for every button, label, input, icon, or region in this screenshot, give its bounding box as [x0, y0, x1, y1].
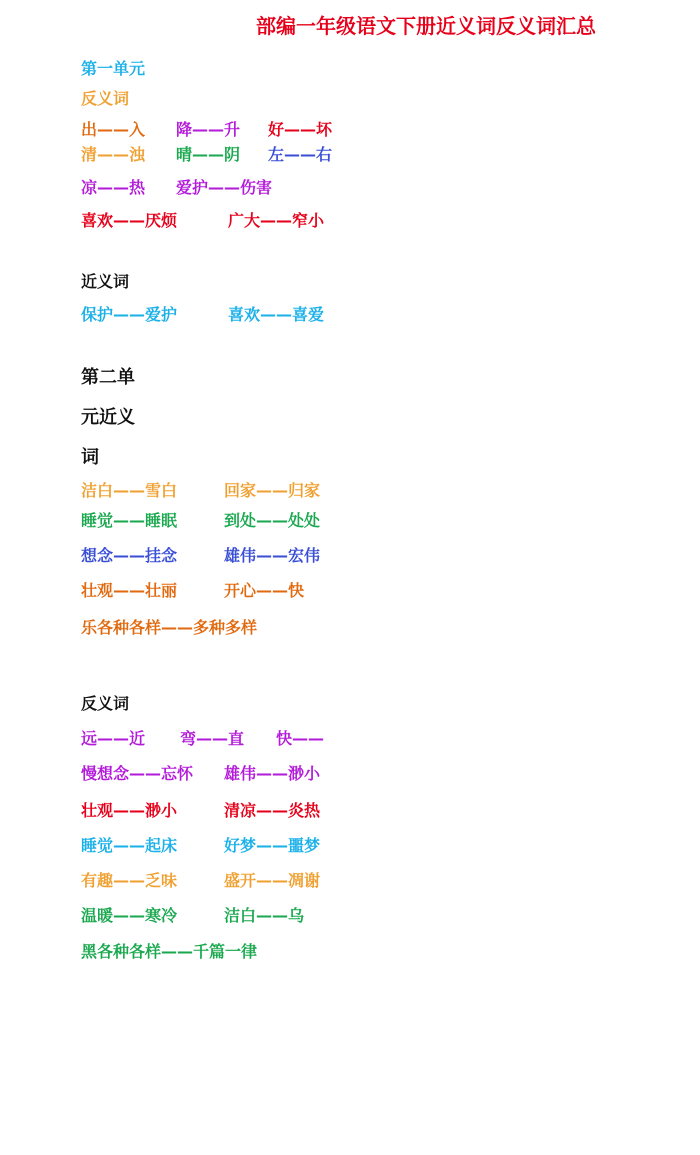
- syn-xiangnian-guanian: 想念——挂念: [81, 546, 178, 565]
- pair-xihuan-yanfan: 喜欢——厌烦: [81, 211, 178, 230]
- ant-wan-zhi: 弯——直: [180, 729, 245, 748]
- unit1-antonym-heading: 反义词: [81, 89, 130, 108]
- ant-xiongwei-miaoxiao: 雄伟——渺小: [224, 764, 321, 783]
- ant-haomeng-emeng: 好梦——噩梦: [224, 836, 321, 855]
- pair-guangda-zhaixiao: 广大——窄小: [228, 211, 325, 230]
- pair-jiang-sheng: 降——升: [176, 120, 241, 139]
- syn-shuijiao-shuimian: 睡觉——睡眠: [81, 511, 178, 530]
- pair-chu-ru: 出——入: [81, 120, 146, 139]
- syn-jiebai-xuebai: 洁白——雪白: [81, 481, 178, 500]
- syn-gezhonggeyang-duozhongduoyang: 乐各种各样——多种多样: [81, 618, 258, 637]
- ant-yuan-jin: 远——近: [81, 729, 146, 748]
- pair-qing-zhuo: 清——浊: [81, 145, 146, 164]
- unit2-antonym-heading: 反义词: [81, 694, 130, 713]
- ant-gezhonggeyang-qianpianyilv: 黑各种各样——千篇一律: [81, 942, 258, 961]
- pair-hao-huai: 好——坏: [268, 120, 333, 139]
- unit2-heading-part2: 元近义: [81, 407, 135, 428]
- syn-kaixin-kuai: 开心——快: [224, 581, 305, 600]
- unit1-heading: 第一单元: [81, 59, 146, 78]
- pair-aihu-shanghai: 爱护——伤害: [176, 178, 273, 197]
- ant-qingliang-yanre: 清凉——炎热: [224, 801, 321, 820]
- unit2-heading-part3: 词: [81, 447, 99, 468]
- ant-zhuangguan-miaoxiao: 壮观——渺小: [81, 801, 178, 820]
- pair-liang-re: 凉——热: [81, 178, 146, 197]
- syn-daochu-chuchu: 到处——处处: [224, 511, 321, 530]
- ant-youqu-fawei: 有趣——乏味: [81, 871, 178, 890]
- ant-jiebai-wu: 洁白——乌: [224, 906, 305, 925]
- syn-zhuangguan-zhuangli: 壮观——壮丽: [81, 581, 178, 600]
- page-title: 部编一年级语文下册近义词反义词汇总: [256, 14, 596, 38]
- ant-man-xiangnian-wanghuai: 慢想念——忘怀: [81, 764, 194, 783]
- pair-zuo-you: 左——右: [268, 145, 333, 164]
- unit1-synonym-heading: 近义词: [81, 272, 130, 291]
- syn-huijia-guijia: 回家——归家: [224, 481, 321, 500]
- syn-xihuan-xiai: 喜欢——喜爱: [228, 305, 325, 324]
- syn-xiongwei-hongwei: 雄伟——宏伟: [224, 546, 321, 565]
- ant-wennuan-hanleng: 温暖——寒冷: [81, 906, 178, 925]
- syn-baohu-aihu: 保护——爱护: [81, 305, 178, 324]
- ant-shuijiao-qichuang: 睡觉——起床: [81, 836, 178, 855]
- pair-qing-yin: 晴——阴: [176, 145, 241, 164]
- ant-shengkai-diaoxie: 盛开——凋谢: [224, 871, 321, 890]
- unit2-heading-part1: 第二单: [81, 367, 135, 388]
- ant-kuai: 快——: [276, 729, 325, 748]
